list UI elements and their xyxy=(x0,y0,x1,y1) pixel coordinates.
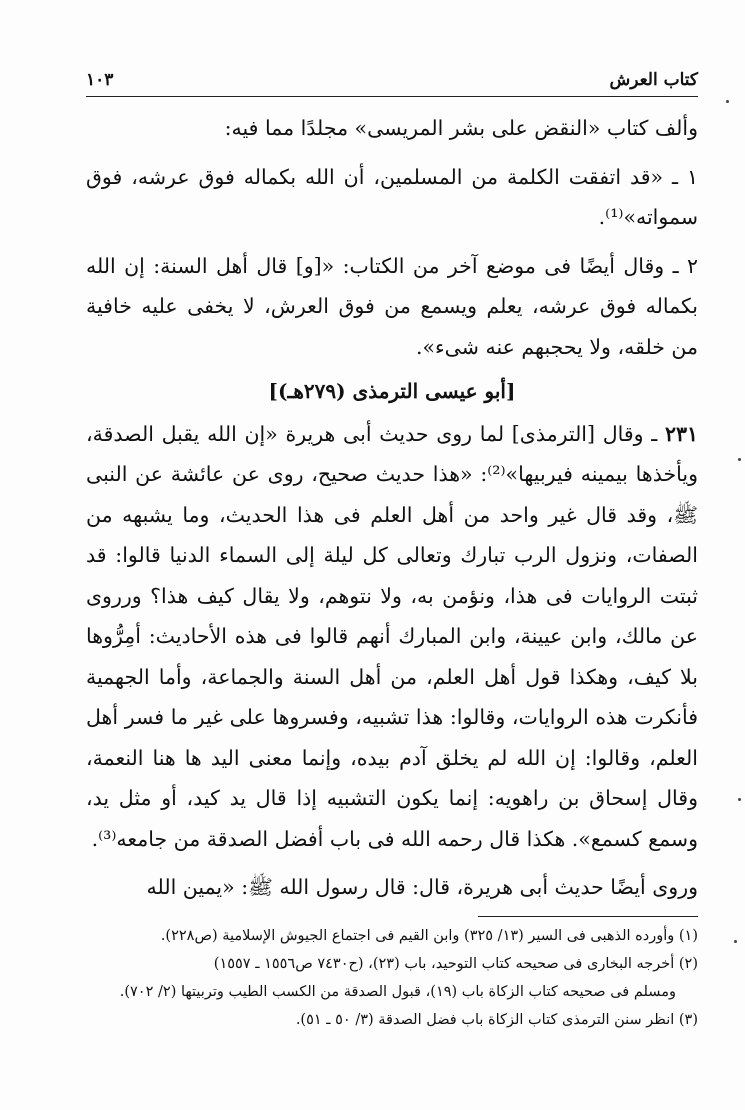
section-heading: [أبو عيسى الترمذى (٢٧٩هـ)] xyxy=(268,379,516,403)
scan-mark xyxy=(726,100,729,103)
main-text xyxy=(86,108,698,908)
paragraph-last: وروى أيضًا حديث أبى هريرة، قال: قال رسول الله ﷺ: «يمين الله xyxy=(146,875,698,899)
footnotes xyxy=(86,922,698,1034)
footnote-3: (٣) انظر سنن الترمذى كتاب الزكاة باب فضل الصدقة (٣/ ٥٠ ـ ٥١). xyxy=(295,1012,698,1028)
paragraph-item-2: ٢ ـ وقال أيضًا فى موضع آخر من الكتاب: «[و] قال أهل السنة: إن الله بكماله فوق عرشه، يعلم ويسمع من فوق العرش، لا يخفى عليه خافية من خلقه، ولا يحجبهم عنه شىء». xyxy=(86,253,698,359)
paragraph-number: ٢٣١ xyxy=(664,421,698,446)
footnote-1: (١) وأورده الذهبى فى السير (١٣/ ٣٢٥) وابن القيم فى اجتماع الجيوش الإسلامية (ص٢٢٨). xyxy=(160,928,698,944)
scan-mark xyxy=(738,458,741,461)
footnote-2-continued: ومسلم فى صحيحه كتاب الزكاة باب (١٩)، قبول الصدقة من الكسب الطيب وتربيتها (٢/ ٧٠٢). xyxy=(119,984,676,1000)
paragraph-231-text: ـ وقال [الترمذى] لما روى حديث أبى هريرة «إن الله يقبل الصدقة، ويأخذها بيمينه فيربيها»⁽²⁾: «هذا حديث صحيح، روى عن عائشة عن النبى ﷺ، وقد قال غير واحد من أهل العلم فى هذا الحديث، وما يشبهه من الصفات، ونزول الرب تبارك وتعالى كل ليلة إلى السماء الدنيا قالوا: قد ثبتت الروايات فى هذا، ونؤمن به، ولا نتوهم، ولا يقال كيف هذا؟ ورروى عن مالك، وابن عيينة، وابن المبارك أنهم قالوا فى هذه الأحاديث: أمِرُّوها بلا كيف، وهكذا قول أهل العلم، من أهل السنة والجماعة، وأما الجهمية فأنكرت هذه الروايات، وقالوا: هذا تشبيه، وفسروها على غير ما فسر أهل العلم، وقالوا: إن الله لم يخلق آدم بيده، وإنما معنى اليد ها هنا النعمة، وقال إسحاق بن راهويه: إنما يكون التشبيه إذا قال يد كيد، أو مثل يد، وسمع كسمع». هكذا قال رحمه الله فى باب أفضل الصدقة من جامعه⁽³⁾. xyxy=(86,421,698,851)
page-number: ١٠٣ xyxy=(86,70,114,90)
paragraph-item-1: ١ ـ «قد اتفقت الكلمة من المسلمين، أن الله بكماله فوق عرشه، فوق سمواته»⁽¹⁾. xyxy=(86,164,698,229)
paragraph-intro: وألف كتاب «النقض على بشر المريسى» مجلدًا مما فيه: xyxy=(224,116,698,140)
scan-mark xyxy=(738,798,741,801)
running-header xyxy=(86,68,698,98)
scan-mark xyxy=(734,940,737,943)
footnote-divider xyxy=(478,916,698,917)
paragraph-231 xyxy=(86,414,698,860)
header-title: كتاب العرش xyxy=(609,70,698,90)
header-divider xyxy=(86,96,698,97)
footnote-2: (٢) أخرجه البخارى فى صحيحه كتاب التوحيد، باب (٢٣)، (ح٧٤٣٠ ص١٥٥٦ ـ ١٥٥٧) xyxy=(213,956,698,972)
